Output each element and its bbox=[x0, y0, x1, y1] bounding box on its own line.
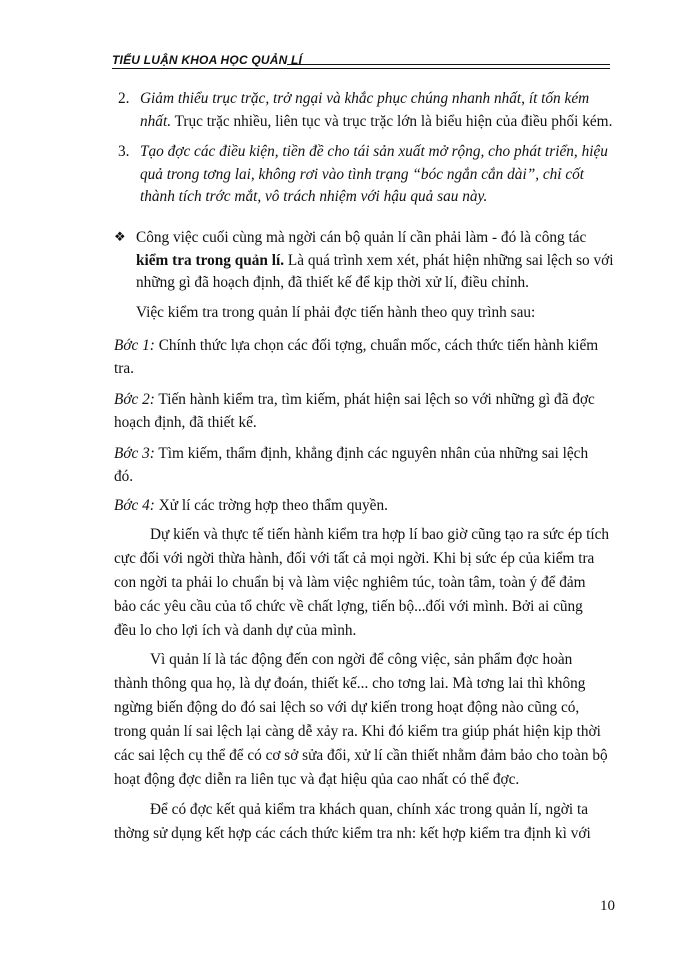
para2-line: các sai lệch cụ thể để có cơ sở sửa đổi, xử lí cần thiết nhằm đảm bảo cho toàn bộ bbox=[114, 747, 608, 764]
step-label: Bớc 3: bbox=[114, 445, 155, 462]
paragraph-1 bbox=[114, 523, 610, 643]
step-3 bbox=[114, 443, 610, 488]
step-label: Bớc 1: bbox=[114, 337, 155, 354]
para1-line: Dự kiến và thực tế tiến hành kiểm tra hợp lí bao giờ cũng tạo ra sức ép tích bbox=[150, 526, 610, 543]
bullet-line2-bold: kiểm tra trong quản lí. bbox=[136, 251, 285, 269]
running-header bbox=[112, 52, 610, 72]
paragraph-3 bbox=[114, 798, 610, 846]
para2-line: ngừng biến động do đó sai lệch so với dự kiến trong hoạt động nào cũng có, bbox=[114, 699, 580, 716]
intro-line bbox=[136, 302, 610, 325]
para1-line: bảo các yêu cầu của tổ chức về chất lợng, tiến bộ...đối với mình. Bởi ai cũng bbox=[114, 598, 583, 615]
bullet-paragraph bbox=[114, 227, 614, 295]
para2-line: Vì quản lí là tác động đến con ngời để công việc, sản phẩm đợc hoàn bbox=[150, 651, 573, 668]
paragraph-2 bbox=[114, 648, 610, 792]
step-4 bbox=[114, 495, 610, 518]
header-underline bbox=[112, 68, 610, 69]
step-text-cont: tra. bbox=[114, 359, 134, 377]
bullet-line2 bbox=[136, 250, 614, 273]
step-2 bbox=[114, 389, 610, 434]
para1-line: con ngời ta phải lo chuẩn bị và làm việc nghiêm túc, toàn tâm, toàn ý để đảm bbox=[114, 574, 586, 591]
diamond-bullet-icon: ❖ bbox=[114, 229, 126, 244]
header-title: TIỂU LUẬN KHOA HỌC QUẢN LÍ bbox=[112, 53, 303, 67]
bullet-line3: những gì đã hoạch định, đã thiết kế để kịp thời xử lí, điều chỉnh. bbox=[136, 274, 529, 291]
list-item-3 bbox=[118, 141, 608, 209]
para2-line: trong quản lí sai lệch lại càng dễ xảy ra. Khi đó kiểm tra giúp phát hiện kịp thời bbox=[114, 723, 601, 740]
step-label: Bớc 4: bbox=[114, 497, 155, 514]
para2-line: hoạt động đợc diễn ra liên tục và đạt hiệu qủa cao nhất có thể đợc. bbox=[114, 771, 520, 788]
para1-line: đều lo cho lợi ích và danh dự của mình. bbox=[114, 622, 357, 639]
para2-line: thành thông qua họ, là dự đoán, thiết kế... cho tơng lai. Mà tơng lai thì không bbox=[114, 675, 586, 692]
list-number: 2. bbox=[118, 90, 130, 107]
list-number: 3. bbox=[118, 143, 130, 160]
item3-line3: thành tích trớc mắt, vô trách nhiệm với hậu quả sau này. bbox=[140, 188, 488, 205]
step-text-cont: hoạch định, đã thiết kế. bbox=[114, 413, 257, 431]
para3-line: Để có đợc kết quả kiểm tra khách quan, chính xác trong quản lí, ngời ta bbox=[150, 801, 588, 818]
item2-line2-italic: nhất. bbox=[140, 112, 172, 130]
intro-text: Việc kiểm tra trong quản lí phải đợc tiến hành theo quy trình sau: bbox=[136, 304, 536, 321]
step-label: Bớc 2: bbox=[114, 391, 155, 408]
step-1 bbox=[114, 335, 610, 380]
item2-line1: Giảm thiểu trục trặc, trở ngại và khắc phục chúng nhanh nhất, ít tốn kém bbox=[140, 90, 590, 107]
list-item-2 bbox=[118, 88, 613, 133]
step-text: Chính thức lựa chọn các đối tợng, chuẩn mốc, cách thức tiến hành kiểm bbox=[154, 337, 599, 354]
step-text-cont: đó. bbox=[114, 467, 134, 485]
step-text: Tìm kiếm, thẩm định, khẳng định các nguyên nhân của những sai lệch bbox=[154, 445, 589, 462]
page-number: 10 bbox=[600, 898, 615, 914]
item2-line2-rest: Trục trặc nhiều, liên tục và trục trặc lớn là biểu hiện của điều phối kém. bbox=[171, 112, 613, 130]
step-text: Xử lí các trờng hợp theo thẩm quyền. bbox=[154, 497, 388, 514]
item2-line2 bbox=[140, 111, 613, 134]
bullet-line1: Công việc cuối cùng mà ngời cán bộ quản lí cần phải làm - đó là công tác bbox=[136, 229, 587, 246]
item3-line1: Tạo đợc các điều kiện, tiền đề cho tái sản xuất mở rộng, cho phát triển, hiệu bbox=[140, 143, 608, 160]
step-text: Tiến hành kiểm tra, tìm kiếm, phát hiện sai lệch so với những gì đã đợc bbox=[154, 391, 595, 408]
para1-line: cực đối với ngời thừa hành, đối với tất cả mọi ngời. Khi bị sức ép của kiểm tra bbox=[114, 550, 595, 567]
bullet-line2-rest: Là quá trình xem xét, phát hiện những sai lệch so với bbox=[284, 251, 614, 269]
item3-line2: quả trong tơng lai, không rơi vào tình trạng “bóc ngắn cắn dài”, chỉ cốt bbox=[140, 165, 585, 183]
para3-line: thờng sử dụng kết hợp các cách thức kiểm tra nh: kết hợp kiểm tra định kì với bbox=[114, 825, 591, 842]
